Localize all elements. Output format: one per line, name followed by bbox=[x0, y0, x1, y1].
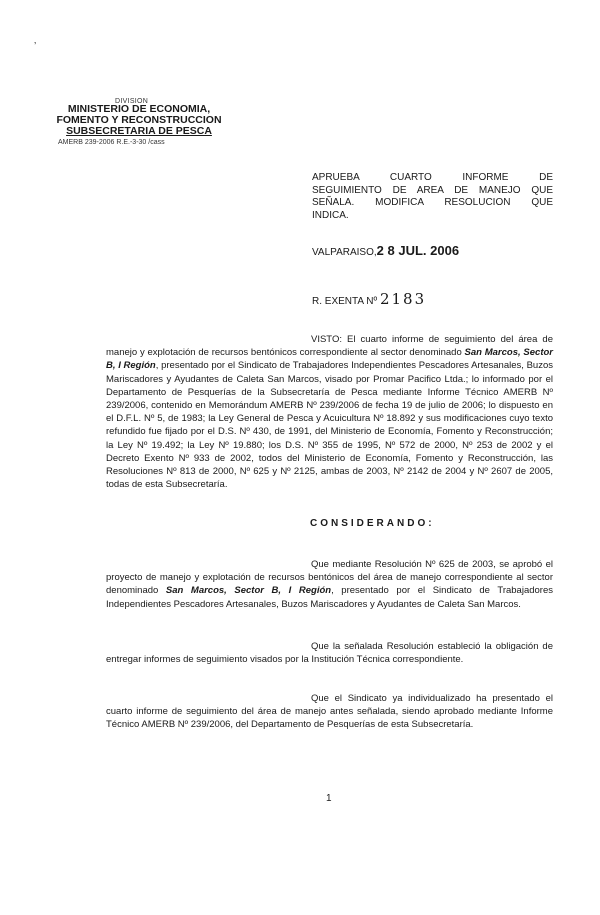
considerando-1 bbox=[106, 558, 553, 611]
subject-line: SEGUIMIENTO DE AREA DE MANEJO QUE bbox=[312, 184, 553, 196]
resolution-subject bbox=[312, 172, 553, 222]
reference-code: AMERB 239-2006 R.E.-3-30 /cass bbox=[58, 139, 165, 146]
visto-sector: San Marcos, Sector B, I Región bbox=[106, 347, 553, 372]
division-stamp: DIVISION bbox=[115, 98, 149, 105]
c1-sector: San Marcos, Sector B, I Región bbox=[165, 585, 332, 597]
exenta-number: 2183 bbox=[379, 290, 427, 308]
exenta-line bbox=[312, 290, 426, 308]
visto-lead: VISTO: El cuarto informe de seguimiento del área de manejo y explotación de recursos bentónicos correspondiente al sector denominado bbox=[106, 334, 553, 359]
date-stamp: 2 8 JUL. 2006 bbox=[376, 243, 460, 258]
considerando-title: CONSIDERANDO: bbox=[310, 518, 435, 529]
visto-paragraph bbox=[106, 333, 553, 491]
considerando-2 bbox=[106, 640, 553, 666]
place-date bbox=[312, 243, 459, 258]
c1-lead: Que mediante Resolución Nº 625 de 2003, se aprobó el proyecto de manejo y explotación de recursos bentónicos del área de manejo correspondiente al sector denominado bbox=[106, 559, 553, 597]
visto-rest: , presentado por el Sindicato de Trabajadores Independientes Pescadores Artesanales, Buzos Mariscadores y Ayudantes de Caleta San Marcos, visado por Promar Pacifico Ltda.; lo informado por el Departamento de Pesquerías de la Subsecretaría de Pesca mediante Informe Técnico AMERB Nº 239/2006, contenido en Memorándum AMERB Nº 239/2006 de fecha 19 de julio de 2006; lo dispuesto en el D.F.L. Nº 5, de 1983; la Ley General de Pesca y Acuicultura Nº 18.892 y sus modificaciones cuyo texto refundido fue fijado por el D.S. Nº 430, de 1991, del Ministerio de Economía, Fomento y Reconstrucción; la Ley Nº 19.492; la Ley Nº 19.880; los D.S. Nº 355 de 1995, Nº 572 de 2000, Nº 253 de 2002 y el Decreto Exento Nº 933 de 2002, todos del Ministerio de Economía, Fomento y Reconstrucción, las Resoluciones Nº 813 de 2000, Nº 625 y Nº 2125, ambas de 2003, Nº 2142 de 2004 y Nº 2607 de 2005, todas de esta Subsecretaría. bbox=[106, 360, 553, 491]
subsecretaria-line: SUBSECRETARIA DE PESCA bbox=[66, 125, 212, 137]
c3-text: Que el Sindicato ya individualizado ha presentado el cuarto informe de seguimiento del área de manejo antes señalada, siendo aprobado mediante Informe Técnico AMERB Nº 239/2006, del Departamento de Pesquerías de esta Subsecretaría. bbox=[106, 693, 553, 731]
subject-line: SEÑALA. MODIFICA RESOLUCION QUE bbox=[312, 197, 553, 208]
page-number: 1 bbox=[326, 793, 332, 804]
c2-text: Que la señalada Resolución estableció la obligación de entregar informes de seguimiento visados por la Institución Técnica correspondiente. bbox=[106, 641, 553, 666]
c1-rest: , presentado por el Sindicato de Trabajadores Independientes Pescadores Artesanales, Buzos Mariscadores y Ayudantes de Caleta San Marcos. bbox=[106, 585, 553, 610]
exenta-label: R. EXENTA Nº bbox=[312, 296, 378, 307]
considerando-3 bbox=[106, 692, 553, 732]
stray-mark: ’ bbox=[34, 41, 37, 52]
place-label: VALPARAISO, bbox=[312, 247, 377, 258]
subject-line: INDICA. bbox=[312, 209, 349, 221]
subject-line: APRUEBA CUARTO INFORME DE bbox=[312, 172, 553, 183]
ministry-header bbox=[54, 104, 224, 137]
ministry-line-2: FOMENTO Y RECONSTRUCCION bbox=[56, 114, 222, 126]
ministry-line: MINISTERIO DE ECONOMIA, bbox=[67, 103, 211, 115]
